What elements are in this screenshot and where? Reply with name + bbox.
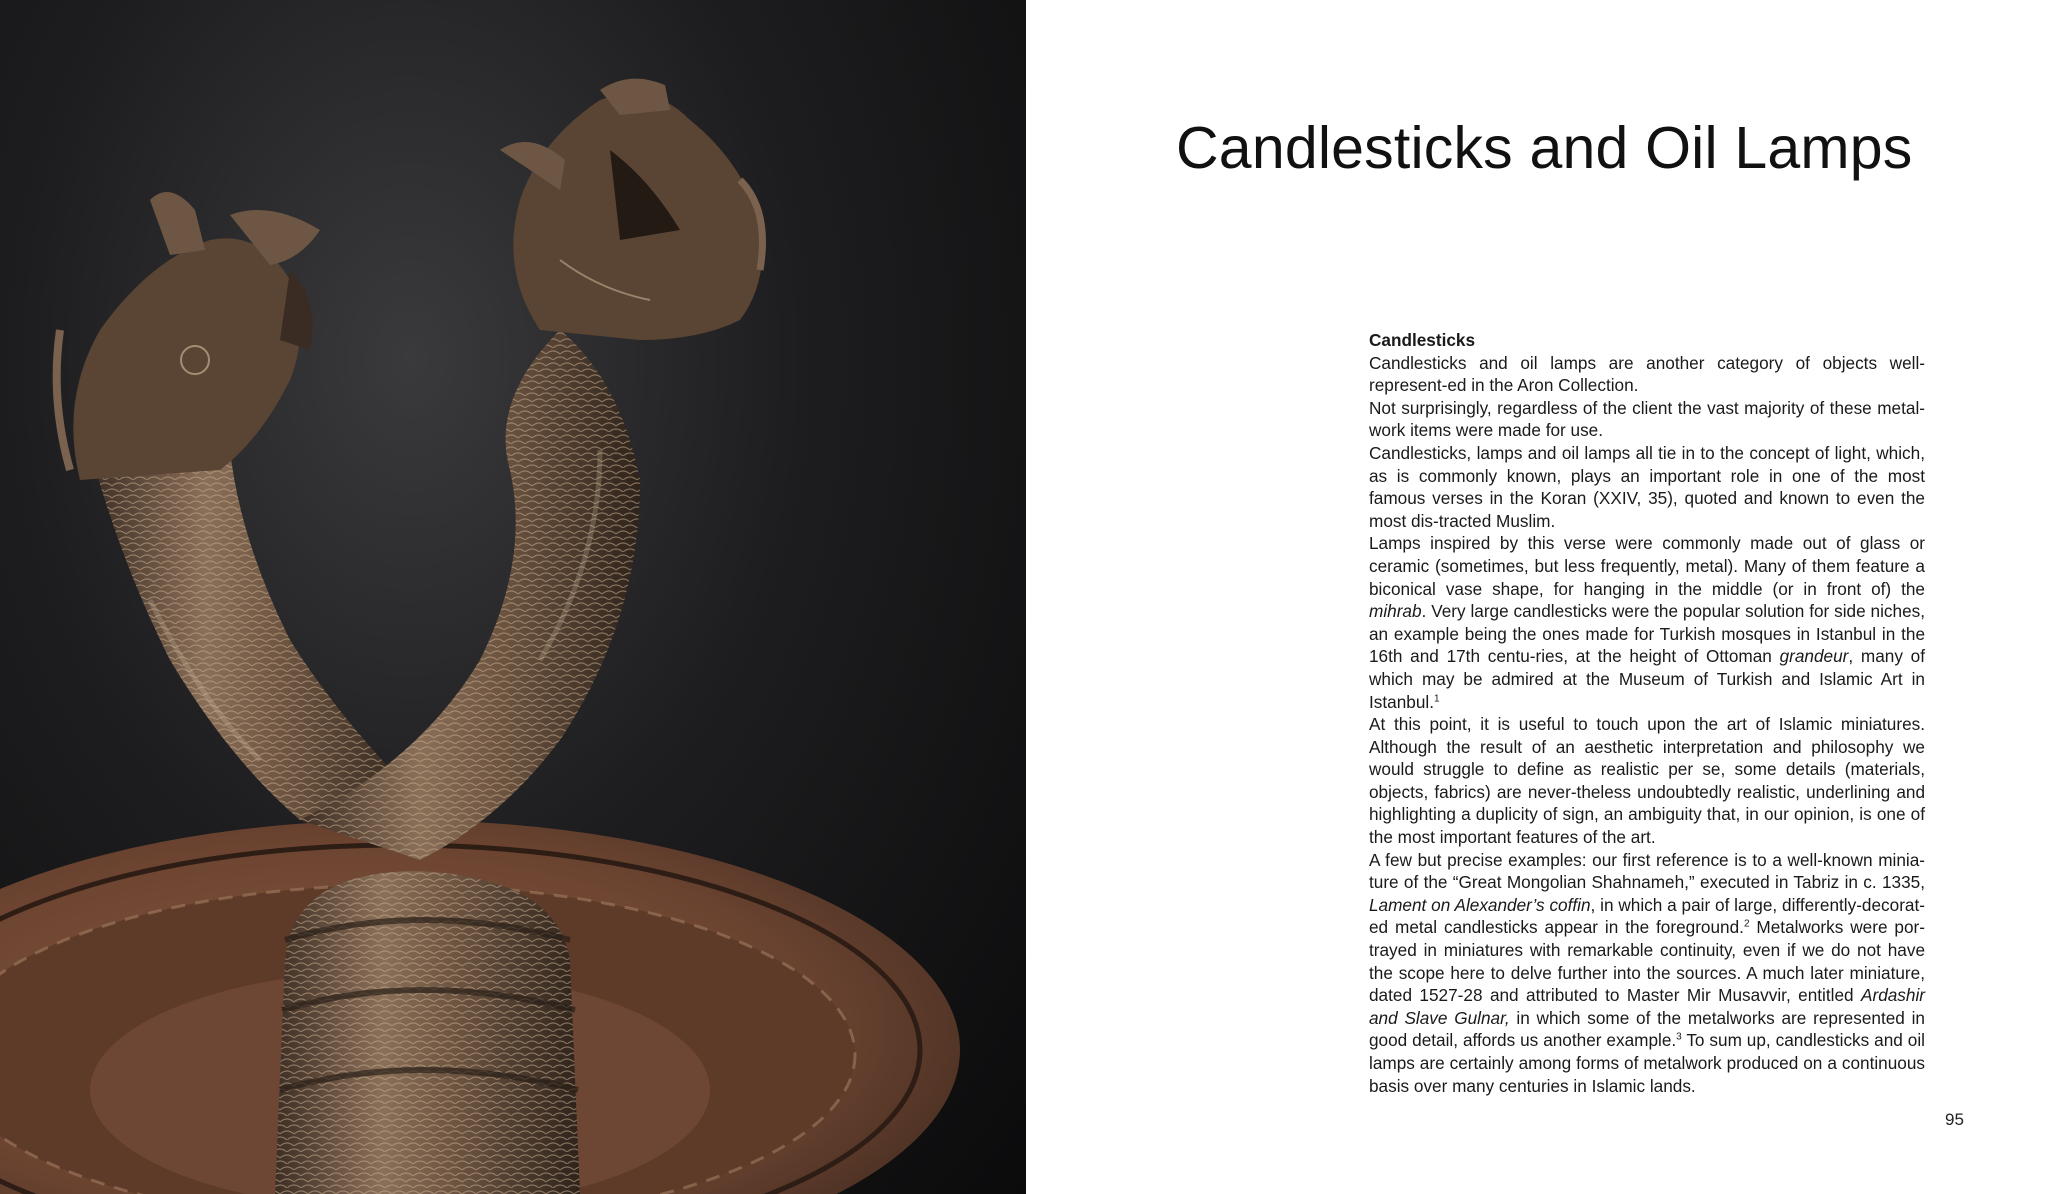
paragraph xyxy=(1369,532,1925,713)
paragraph xyxy=(1369,849,1925,1098)
paragraph-list xyxy=(1369,352,1925,1098)
text-segment: Candlesticks, lamps and oil lamps all tie in to the concept of light, which, as is commonly known, plays an important role in one of the most famous verses in the Koran (XXIV, 35), quoted and known to even the most dis-tracted Muslim. xyxy=(1369,442,1925,531)
section-heading: Candlesticks xyxy=(1369,330,1476,350)
text-segment: A few but precise examples: our first reference is to a well-known minia-ture of the “Great Mongolian Shahnameh,” executed in Tabriz in c. 1335, xyxy=(1369,849,1925,893)
paragraph xyxy=(1369,713,1925,849)
text-segment: in which some of the metalworks are represented in good detail, affords us another example. xyxy=(1369,1007,1925,1051)
text-segment: To sum up, candlesticks and oil lamps are certainly among forms of metalwork produced on a continuous basis over many centuries in Islamic lands. xyxy=(1369,1030,1925,1096)
text-segment: Ardashir and Slave Gulnar, xyxy=(1369,985,1925,1028)
page-number: 95 xyxy=(1945,1110,1964,1129)
paragraph xyxy=(1369,397,1925,442)
footnote-marker: 2 xyxy=(1743,918,1750,930)
footnote-marker: 1 xyxy=(1433,692,1440,704)
text-segment: , many of which may be admired at the Museum of Turkish and Islamic Art in Istanbul. xyxy=(1369,646,1925,712)
text-segment: . Very large candlesticks were the popular solution for side niches, an example being the ones made for Turkish mosques in Istanbul in the 16th and 17th centu-ries, at the height of Ottoman xyxy=(1369,601,1925,667)
body-text xyxy=(1369,329,1925,1097)
text-segment: Lament on Alexander’s coffin xyxy=(1369,894,1591,915)
footnote-marker: 3 xyxy=(1676,1031,1682,1043)
text-segment: grandeur xyxy=(1779,646,1849,667)
page-title: Candlesticks and Oil Lamps xyxy=(1176,115,1913,181)
text-segment: Not surprisingly, regardless of the client the vast majority of these metal-work items were made for use. xyxy=(1369,397,1925,441)
text-segment: At this point, it is useful to touch upon the art of Islamic miniatures. Although the result of an aesthetic interpretation and philosophy we would struggle to define as realistic per se, some details (materials, objects, fabrics) are never-theless undoubtedly realistic, underlining and highlighting a duplicity of sign, an ambiguity that, in our opinion, is one of the most important features of the art. xyxy=(1369,714,1925,848)
text-segment: , in which a pair of large, differently-decorat-ed metal candlesticks appear in the foreground. xyxy=(1369,894,1925,938)
text-segment: Lamps inspired by this verse were commonly made out of glass or ceramic (sometimes, but less frequently, metal). Many of them feature a biconical vase shape, for hanging in the middle (or in front of) the xyxy=(1369,533,1925,599)
paragraph xyxy=(1369,352,1925,397)
text-segment: Candlesticks and oil lamps are another category of objects well-represent-ed in the Aron Collection. xyxy=(1369,352,1925,396)
paragraph xyxy=(1369,442,1925,532)
text-segment: mihrab xyxy=(1369,601,1422,622)
text-segment: Metalworks were por-trayed in miniatures with remarkable continuity, even if we do not have the scope here to delve further into the sources. A much later miniature, dated 1527-28 and attributed to Master Mir Musavvir, entitled xyxy=(1369,917,1925,1006)
